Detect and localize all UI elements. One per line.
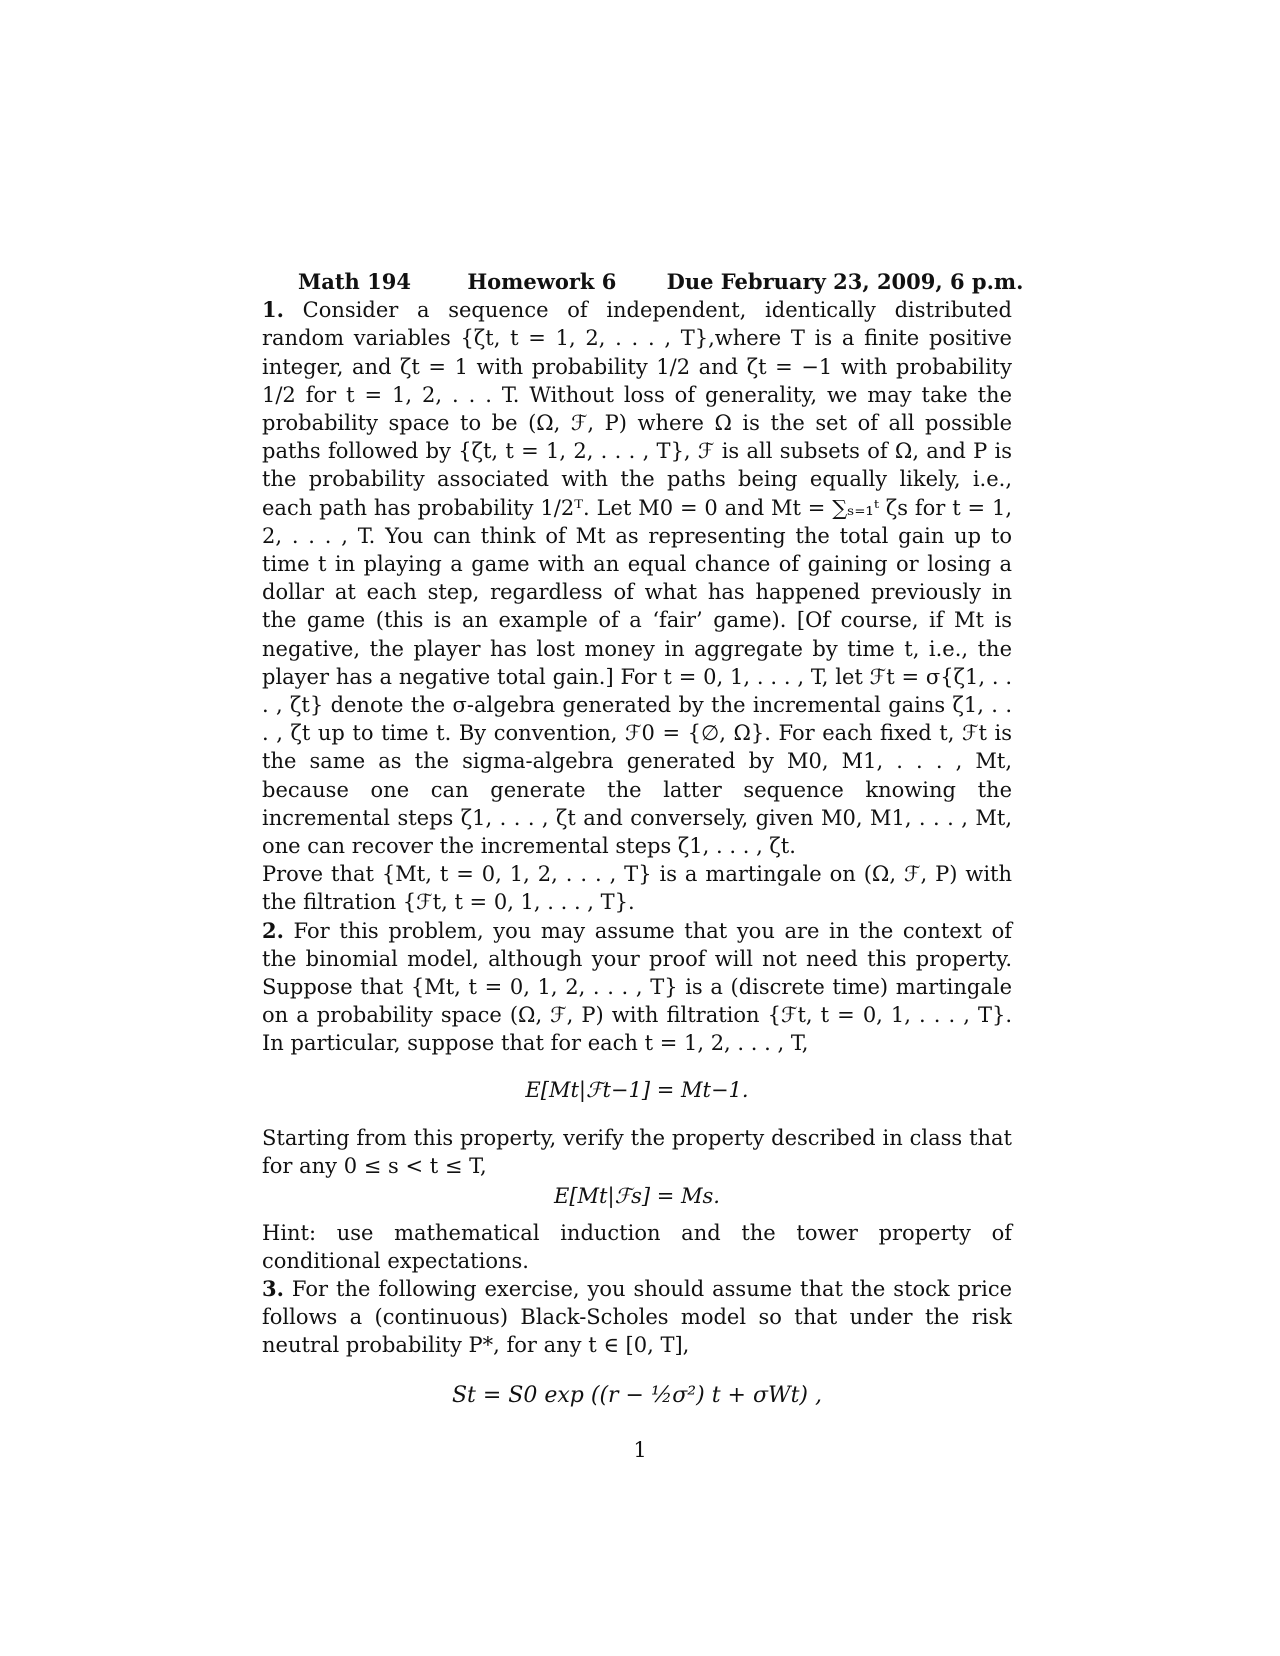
course-title: Math 194 bbox=[298, 269, 411, 294]
assignment-title: Homework 6 bbox=[467, 269, 617, 294]
problem-2-text: For this problem, you may assume that you are in the context of the binomial model, although your proof will not need this property. Suppose that {Mt, t = 0, 1, 2, . . . , T} is a (discrete time) martingale on a probability space (Ω, ℱ, P) with filtration {ℱt, t = 0, 1, . . . , T}. In particular, suppose that for each t = 1, 2, . . . , T, bbox=[262, 918, 1012, 1056]
problem-2 bbox=[262, 917, 1012, 1058]
equation-martingale-general: E[Mt|ℱs] = Ms. bbox=[554, 1184, 720, 1209]
page-header bbox=[298, 268, 1024, 296]
problem-3 bbox=[262, 1275, 1012, 1360]
page-number: 1 bbox=[633, 1438, 647, 1462]
problem-2-text-continued: Starting from this property, verify the property described in class that for any 0 ≤ s < t ≤ T, bbox=[262, 1125, 1012, 1179]
problem-3-text: For the following exercise, you should assume that the stock price follows a (continuous) Black-Scholes model so that under the risk neutral probability P*, for any t ∈ [0, T], bbox=[262, 1276, 1013, 1358]
problem-1-text: Consider a sequence of independent, identically distributed random variables {ζt, t = 1, 2, . . . , T},where T is a finite positive integer, and ζt = 1 with probability 1/2 and ζt = −1 with probability 1/2 for t = 1, 2, . . . T. Without loss of generality, we may take the probability space to be (Ω, ℱ, P) where Ω is the set of all possible paths followed by {ζt, t = 1, 2, . . . , T}, ℱ is all subsets of Ω, and P is the probability associated with the paths being equally likely, i.e., each path has probability 1/2ᵀ. Let M0 = 0 and Mt = ∑ₛ₌₁ᵗ ζs for t = 1, 2, . . . , T. You can think of Mt as representing the total gain up to time t in playing a game with an equal chance of gaining or losing a dollar at each step, regardless of what has happened previously in the game (this is an example of a ‘fair’ game). [Of course, if Mt is negative, the player has lost money in aggregate by time t, i.e., the player has a negative total gain.] For t = 0, 1, . . . , T, let ℱt = σ{ζ1, . . . , ζt} denote the σ-algebra generated by the incremental gains ζ1, . . . , ζt up to time t. By convention, ℱ0 = {∅, Ω}. For each fixed t, ℱt is the same as the sigma-algebra generated by M0, M1, . . . , Mt, because one can generate the latter sequence knowing the incremental steps ζ1, . . . , ζt and conversely, given M0, M1, . . . , Mt, one can recover the incremental steps ζ1, . . . , ζt. bbox=[262, 298, 1013, 859]
problem-2-hint: Hint: use mathematical induction and the tower property of conditional expectations. bbox=[262, 1220, 1012, 1273]
problem-3-label: 3. bbox=[262, 1275, 284, 1301]
problem-2-label: 2. bbox=[262, 917, 284, 943]
problem-1-prove: Prove that {Mt, t = 0, 1, 2, . . . , T} is a martingale on (Ω, ℱ, P) with the filtration {ℱt, t = 0, 1, . . . , T}. bbox=[262, 862, 1012, 915]
due-date: Due February 23, 2009, 6 p.m. bbox=[666, 269, 1024, 294]
problem-1 bbox=[262, 296, 1012, 860]
equation-black-scholes: St = S0 exp ((r − ½σ²) t + σWt) , bbox=[451, 1382, 823, 1408]
document-page bbox=[262, 268, 1024, 1410]
problem-1-label: 1. bbox=[262, 297, 284, 323]
equation-martingale-step: E[Mt|ℱt−1] = Mt−1. bbox=[525, 1077, 749, 1102]
